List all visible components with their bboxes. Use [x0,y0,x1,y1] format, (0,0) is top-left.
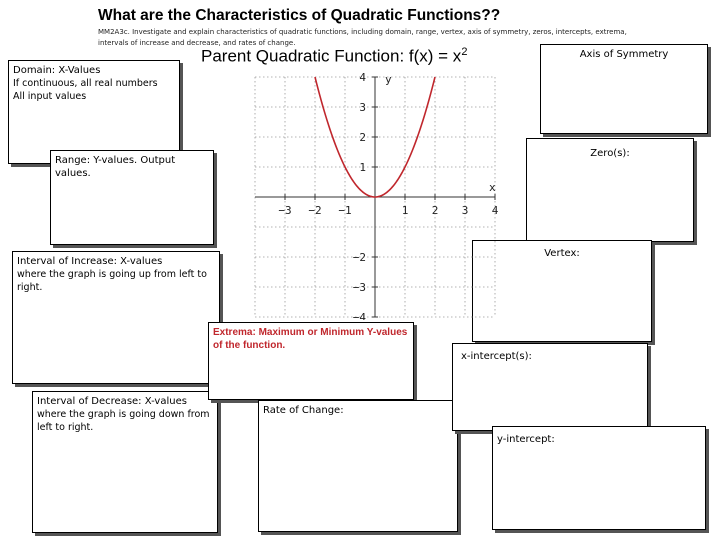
page-title: What are the Characteristics of Quadratic Functions?? [98,7,501,24]
axis-of-symmetry-heading: Axis of Symmetry [579,49,669,60]
domain-line-1: If continuous, all real numbers [13,78,158,89]
increase-box [12,251,220,384]
domain-line-2: All input values [13,91,87,102]
range-heading: Range: Y-values. Output values. [55,155,176,179]
x-axis-label: x [489,181,496,194]
y-intercept-box [492,426,706,530]
extrema-heading: Extrema: Maximum or Minimum Y-values of the function. [213,327,408,351]
y-tick-label: 1 [359,161,366,174]
decrease-box [32,391,218,533]
y-tick-label: −2 [352,251,366,264]
axis-of-symmetry-box [540,44,708,134]
extrema-box [208,322,414,400]
y-axis-label: y [385,73,392,86]
zeros-heading: Zero(s): [590,148,630,159]
y-intercept-heading: y-intercept: [497,434,555,445]
parent-function-heading [201,46,467,67]
graph-tick-labels [278,71,498,320]
y-tick-label: 2 [359,131,366,144]
rate-of-change-box [258,400,458,532]
parabola-graph [245,70,513,320]
x-tick-label: −2 [308,204,322,217]
x-intercepts-box [452,343,648,431]
standard-description: MM2A3c. Investigate and explain characteristics of quadratic functions, including domain, range, vertex, axis of symmetry, zeros, intercepts, extrema, intervals of increase and decrease, and rates of change. [98,28,627,47]
x-tick-label: 3 [461,204,469,217]
x-tick-label: 2 [431,204,439,217]
x-tick-label: −3 [278,204,292,217]
vertex-heading: Vertex: [544,248,580,259]
y-tick-label: −4 [352,311,366,320]
parent-function-exponent: 2 [461,46,468,58]
x-tick-label: 4 [491,204,499,217]
rate-of-change-heading: Rate of Change: [263,405,344,416]
y-tick-label: −3 [352,281,366,294]
zeros-box [526,138,694,242]
parent-function-text: Parent Quadratic Function: f(x) = x [201,46,462,66]
increase-description: where the graph is going up from left to right. [17,269,207,293]
y-tick-label: 3 [359,101,366,114]
x-intercepts-heading: x-intercept(s): [461,351,532,362]
domain-box [8,60,180,164]
decrease-heading: Interval of Decrease: X-values [37,396,187,407]
x-tick-label: −1 [338,204,352,217]
y-tick-label: 4 [359,71,366,84]
increase-heading: Interval of Increase: X-values [17,256,163,267]
domain-heading: Domain: X-Values [13,65,101,76]
x-tick-label: 1 [401,204,409,217]
range-box [50,150,214,245]
decrease-description: where the graph is going down from left to right. [37,409,210,433]
